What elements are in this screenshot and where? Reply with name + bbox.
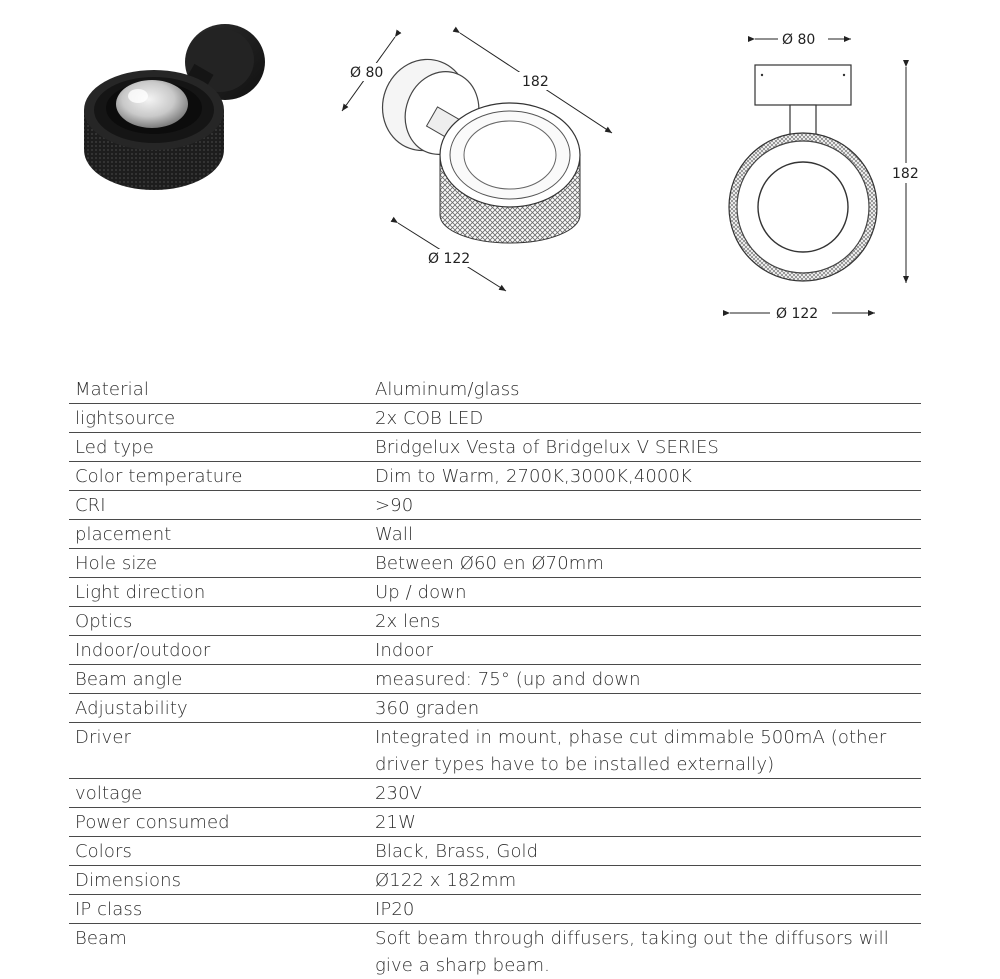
spec-row-optics (69, 607, 921, 636)
spec-value: Aluminum/glass (369, 373, 921, 404)
spec-value: IP20 (369, 895, 921, 924)
spec-label: Beam (75, 928, 127, 949)
front-drawing (720, 25, 930, 330)
spec-label: Optics (69, 607, 369, 636)
spec-row-color-temperature (69, 462, 921, 491)
spec-value: 21W (369, 808, 921, 837)
spec-value: Wall (369, 520, 921, 549)
spec-label: Driver (69, 723, 369, 779)
spec-value: Soft beam through diffusers, taking out the diffusors will give a sharp beam. (375, 928, 889, 976)
spec-row-material (69, 373, 921, 404)
spec-label: Dimensions (69, 866, 369, 895)
spec-row-power-consumed (69, 808, 921, 837)
product-photo (70, 20, 275, 195)
spec-row-colors (69, 837, 921, 866)
spec-label: CRI (69, 491, 369, 520)
perspective-drawing (330, 25, 630, 300)
spec-value: Ø122 x 182mm (369, 866, 921, 895)
spec-value: Dim to Warm, 2700K,3000K,4000K (369, 462, 921, 491)
spec-row-beam-angle (69, 665, 921, 694)
spec-value: 360 graden (369, 694, 921, 723)
spec-label: IP class (69, 895, 369, 924)
spec-value: Black, Brass, Gold (369, 837, 921, 866)
dim-front-height: 182 (892, 166, 919, 182)
spec-label: Power consumed (69, 808, 369, 837)
dim-perspective-length: 182 (522, 74, 549, 90)
spec-table (69, 373, 921, 979)
spec-label: Led type (69, 433, 369, 462)
spec-row-voltage (69, 779, 921, 808)
spec-row-lightsource (69, 404, 921, 433)
spec-row-dimensions (69, 866, 921, 895)
spec-label: Adjustability (69, 694, 369, 723)
spec-row-cri (69, 491, 921, 520)
spec-value: 230V (369, 779, 921, 808)
spec-row-led-type (69, 433, 921, 462)
spec-value: Integrated in mount, phase cut dimmable 500mA (other driver types have to be installed externally) (369, 723, 921, 779)
spec-value: Bridgelux Vesta of Bridgelux V SERIES (369, 433, 921, 462)
spec-value: 2x COB LED (369, 404, 921, 433)
spec-value: 2x lens (369, 607, 921, 636)
spec-row-driver (69, 723, 921, 779)
spec-label: Hole size (69, 549, 369, 578)
spec-value: Up / down (369, 578, 921, 607)
spec-row-ip-class (69, 895, 921, 924)
dim-perspective-diameter-small: Ø 80 (350, 65, 384, 81)
spec-label: Light direction (69, 578, 369, 607)
spec-label: Color temperature (69, 462, 369, 491)
spec-row-adjustability (69, 694, 921, 723)
spec-row-hole-size (69, 549, 921, 578)
spec-row-placement (69, 520, 921, 549)
spec-value: Indoor (369, 636, 921, 665)
spec-label: lightsource (69, 404, 369, 433)
spec-row-indoor-outdoor (69, 636, 921, 665)
spec-label: voltage (69, 779, 369, 808)
spec-label: Indoor/outdoor (69, 636, 369, 665)
dim-front-top: Ø 80 (782, 32, 816, 48)
product-figures (0, 0, 1000, 340)
spec-row-light-direction (69, 578, 921, 607)
spec-row-beam (69, 924, 921, 979)
spec-value: Between Ø60 en Ø70mm (369, 549, 921, 578)
dim-perspective-diameter-large: Ø 122 (428, 251, 471, 267)
spec-label: Colors (69, 837, 369, 866)
spec-value: >90 (369, 491, 921, 520)
spec-label: Material (69, 373, 369, 404)
spec-label: Beam angle (69, 665, 369, 694)
dim-front-bottom: Ø 122 (776, 306, 819, 322)
spec-value: measured: 75° (up and down (369, 665, 921, 694)
spec-label: placement (69, 520, 369, 549)
